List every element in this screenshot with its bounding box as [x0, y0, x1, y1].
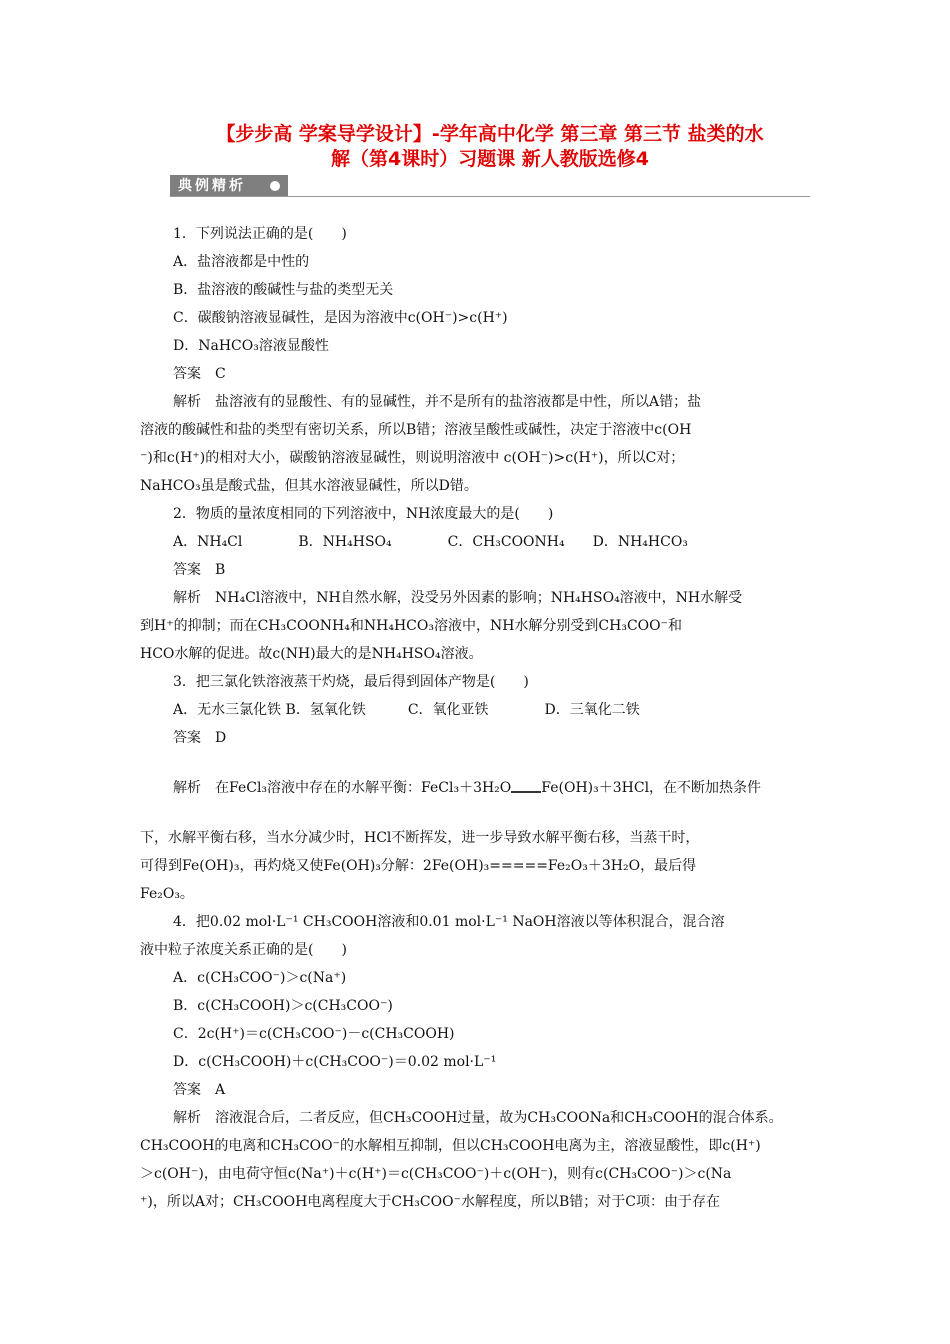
q1-analysis-line-4: NaHCO₃虽是酸式盐，但其水溶液显碱性，所以D错。: [140, 478, 478, 494]
q1-stem: 1．下列说法正确的是( ): [173, 226, 347, 242]
title-line-2: 解（第4课时）习题课 新人教版选修4: [330, 148, 650, 170]
title-line-1: 【步步高 学案导学设计】-学年高中化学 第三章 第三节 盐类的水: [216, 123, 764, 145]
q4-option-d: D．c(CH₃COOH)＋c(CH₃COO⁻)＝0.02 mol·L⁻¹: [173, 1054, 497, 1070]
q4-analysis-line-3: ＞c(OH⁻)，由电荷守恒c(Na⁺)＋c(H⁺)＝c(CH₃COO⁻)＋c(OH⁻)，则有c(CH₃COO⁻)＞c(Na: [140, 1166, 732, 1182]
q3-analysis-line-1: [140, 774, 812, 802]
q4-analysis-line-2: CH₃COOH的电离和CH₃COO⁻的水解相互抑制，但以CH₃COOH电离为主，溶液显酸性，即c(H⁺): [140, 1138, 761, 1154]
q3-analysis-line-2: 下，水解平衡右移，当水分减少时，HCl不断挥发，进一步导致水解平衡右移，当蒸干时，: [140, 830, 700, 846]
q3-stem: 3．把三氯化铁溶液蒸干灼烧，最后得到固体产物是( ): [173, 674, 529, 690]
q2-analysis-line-2: 到H⁺的抑制；而在CH₃COONH₄和NH₄HCO₃溶液中，NH水解分别受到CH₃COO⁻和: [140, 618, 682, 634]
q1-analysis-line-1: 解析 盐溶液有的显酸性、有的显碱性，并不是所有的盐溶液都是中性，所以A错；盐: [173, 394, 702, 410]
q2-options: A．NH₄Cl B．NH₄HSO₄ C．CH₃COONH₄ D．NH₄HCO₃: [173, 534, 688, 550]
q2-stem: 2．物质的量浓度相同的下列溶液中，NH浓度最大的是( ): [173, 506, 554, 522]
section-banner-label: 典例精析: [178, 178, 246, 194]
q2-analysis-line-3: HCO水解的促进。故c(NH)最大的是NH₄HSO₄溶液。: [140, 646, 483, 662]
q2-answer: 答案 B: [173, 562, 226, 578]
banner-dot-icon: [270, 181, 280, 191]
q3-answer: 答案 D: [173, 730, 227, 746]
section-banner: [170, 175, 288, 197]
q1-option-a: A．盐溶液都是中性的: [173, 254, 310, 270]
equilibrium-arrow-icon: [511, 783, 541, 793]
q4-analysis-line-4: ⁺)，所以A对；CH₃COOH电离程度大于CH₃COO⁻水解程度，所以B错；对于C项：由于存在: [140, 1194, 720, 1210]
q4-stem-line-1: 4．把0.02 mol·L⁻¹ CH₃COOH溶液和0.01 mol·L⁻¹ NaOH溶液以等体积混合，混合溶: [173, 914, 725, 930]
document-title: [95, 122, 885, 172]
q1-option-c: C．碳酸钠溶液显碱性，是因为溶液中c(OH⁻)>c(H⁺): [173, 310, 508, 326]
q3-analysis-line-3: 可得到Fe(OH)₃，再灼烧又使Fe(OH)₃分解：2Fe(OH)₃=====Fe₂O₃＋3H₂O，最后得: [140, 858, 697, 874]
q4-answer: 答案 A: [173, 1082, 226, 1098]
q4-analysis-line-1: 解析 溶液混合后，二者反应，但CH₃COOH过量，故为CH₃COONa和CH₃COOH的混合体系。: [173, 1110, 783, 1126]
q1-analysis-line-2: 溶液的酸碱性和盐的类型有密切关系，所以B错；溶液呈酸性或碱性，决定于溶液中c(OH: [140, 422, 692, 438]
q3-analysis-part-a: 解析 在FeCl₃溶液中存在的水解平衡：FeCl₃＋3H₂O: [173, 780, 512, 796]
q3-options: A．无水三氯化铁 B．氢氧化铁 C．氧化亚铁 D．三氧化二铁: [173, 702, 640, 718]
q3-analysis-part-b: Fe(OH)₃＋3HCl，在不断加热条件: [541, 780, 762, 796]
q2-analysis-line-1: 解析 NH₄Cl溶液中，NH自然水解，没受另外因素的影响；NH₄HSO₄溶液中，NH水解受: [173, 590, 743, 606]
q4-stem-line-2: 液中粒子浓度关系正确的是( ): [140, 942, 347, 958]
spacer: [140, 802, 812, 824]
q1-option-b: B．盐溶液的酸碱性与盐的类型无关: [173, 282, 394, 298]
document-body: [140, 220, 812, 1216]
spacer: [140, 752, 812, 774]
q3-analysis-line-4: Fe₂O₃。: [140, 886, 194, 902]
q1-option-d: D．NaHCO₃溶液显酸性: [173, 338, 329, 354]
q4-option-b: B．c(CH₃COOH)＞c(CH₃COO⁻): [173, 998, 393, 1014]
q4-option-c: C．2c(H⁺)＝c(CH₃COO⁻)－c(CH₃COOH): [173, 1026, 455, 1042]
banner-divider: [170, 196, 810, 197]
q4-option-a: A．c(CH₃COO⁻)＞c(Na⁺): [173, 970, 347, 986]
q1-answer: 答案 C: [173, 366, 226, 382]
q1-analysis-line-3: ⁻)和c(H⁺)的相对大小，碳酸钠溶液显碱性，则说明溶液中 c(OH⁻)>c(H⁺)，所以C对；: [140, 450, 685, 466]
